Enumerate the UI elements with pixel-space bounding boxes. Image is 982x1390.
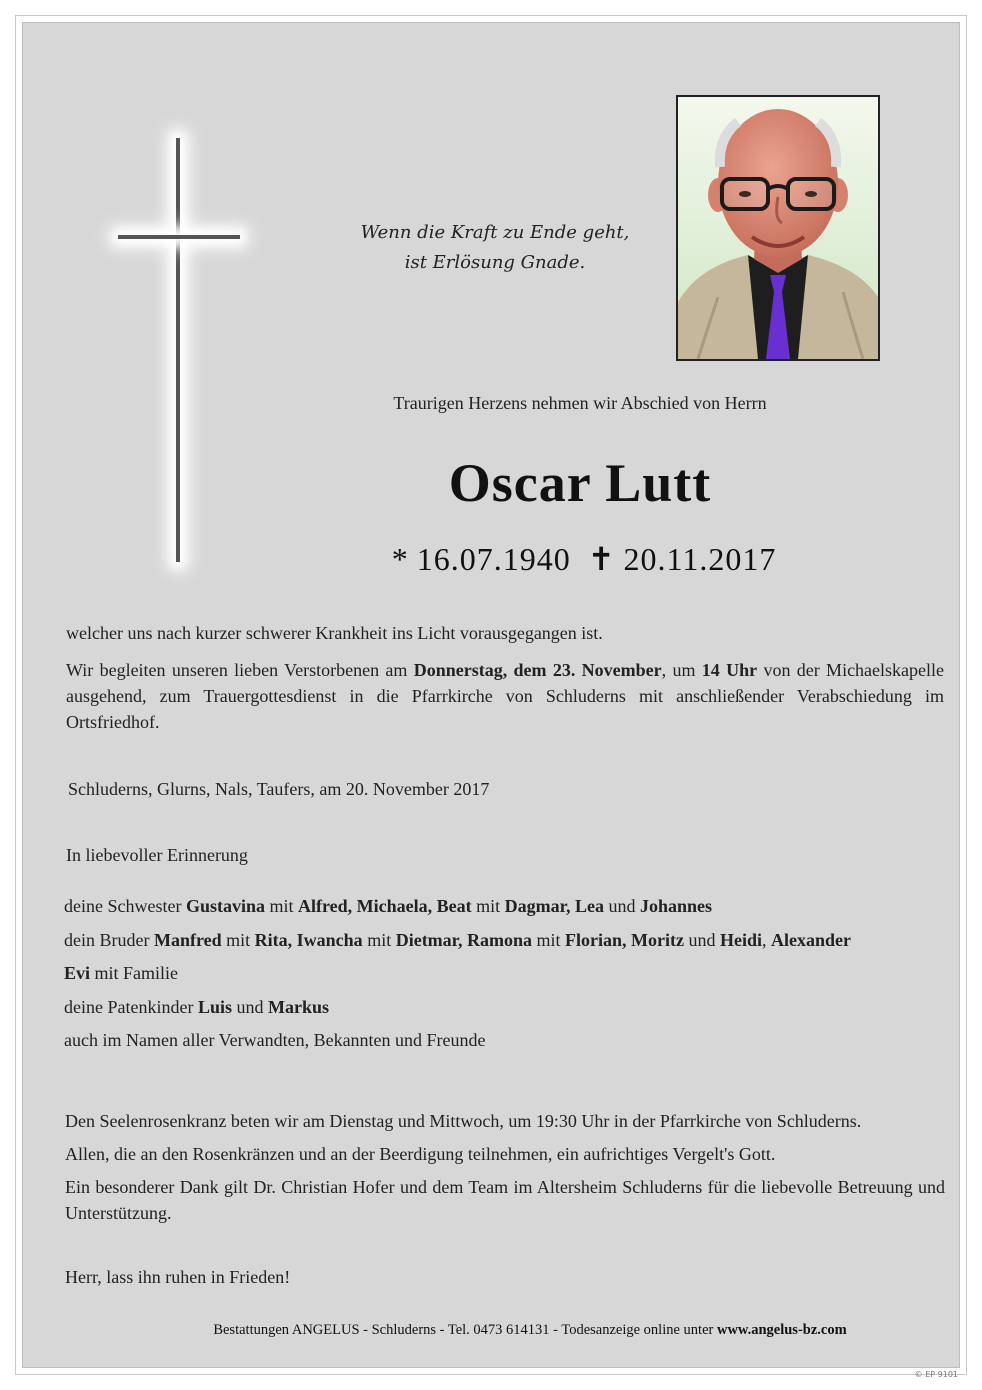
cross-icon-bar	[118, 235, 240, 239]
birth-star-icon: *	[391, 541, 409, 577]
funeral-details: Wir begleiten unseren lieben Verstorbenen am Donnerstag, dem 23. November, um 14 Uhr von der Michaelskapelle ausgehend, zum Trauergottesdienst in die Pfarrkirche von Schluderns mit anschließender Verabschiedung im Ortsfriedhof.	[66, 660, 945, 732]
thanks-special-text: Ein besonderer Dank gilt Dr. Christian Hofer und dem Team im Altersheim Schluderns für die liebevolle Betreuung und Unterstützung.	[65, 1177, 945, 1223]
place-date: Schluderns, Glurns, Nals, Taufers, am 20. November 2017	[68, 779, 490, 799]
mourner-line-sister: deine Schwester Gustavina mit Alfred, Michaela, Beat mit Dagmar, Lea und Johannes	[64, 896, 713, 916]
death-cross-icon: ✝	[587, 541, 616, 577]
prayer-text: Herr, lass ihn ruhen in Frieden!	[65, 1267, 291, 1287]
remembrance-heading: In liebevoller Erinnerung	[66, 845, 248, 865]
intro-text: Traurigen Herzens nehmen wir Abschied von Herrn	[393, 393, 767, 413]
mourner-line-godchildren: deine Patenkinder Luis und Markus	[64, 997, 330, 1017]
funeral-home-footer	[100, 1322, 960, 1339]
mourner-line-evi: Evi mit Familie	[64, 963, 179, 983]
cross-icon	[176, 138, 180, 562]
copyright-note: © EP 9101	[914, 1370, 958, 1379]
quote-line-2: ist Erlösung Gnade.	[404, 252, 586, 273]
life-dates	[330, 540, 830, 578]
birth-date: 16.07.1940	[416, 541, 571, 577]
mourner-line-brother: dein Bruder Manfred mit Rita, Iwancha mit Dietmar, Ramona mit Florian, Moritz und Heidi, Alexander	[64, 930, 852, 950]
portrait-photo-icon	[676, 95, 880, 361]
rosary-text: Den Seelenrosenkranz beten wir am Dienstag und Mittwoch, um 19:30 Uhr in der Pfarrkirche von Schluderns.	[65, 1111, 862, 1131]
announcement-text: welcher uns nach kurzer schwerer Krankheit ins Licht vorausgegangen ist.	[66, 623, 603, 643]
thanks-all-text: Allen, die an den Rosenkränzen und an der Beerdigung teilnehmen, ein aufrichtiges Vergelt's Gott.	[65, 1144, 776, 1164]
deceased-name: Oscar Lutt	[448, 453, 712, 513]
footer-text: Bestattungen ANGELUS - Schluderns - Tel. 0473 614131 - Todesanzeige online unter	[213, 1322, 717, 1338]
memorial-quote	[350, 218, 640, 278]
footer-website-link[interactable]: www.angelus-bz.com	[716, 1322, 847, 1338]
mourner-line-relatives: auch im Namen aller Verwandten, Bekannten und Freunde	[64, 1030, 486, 1050]
quote-line-1: Wenn die Kraft zu Ende geht,	[360, 222, 630, 243]
death-date: 20.11.2017	[623, 541, 777, 577]
